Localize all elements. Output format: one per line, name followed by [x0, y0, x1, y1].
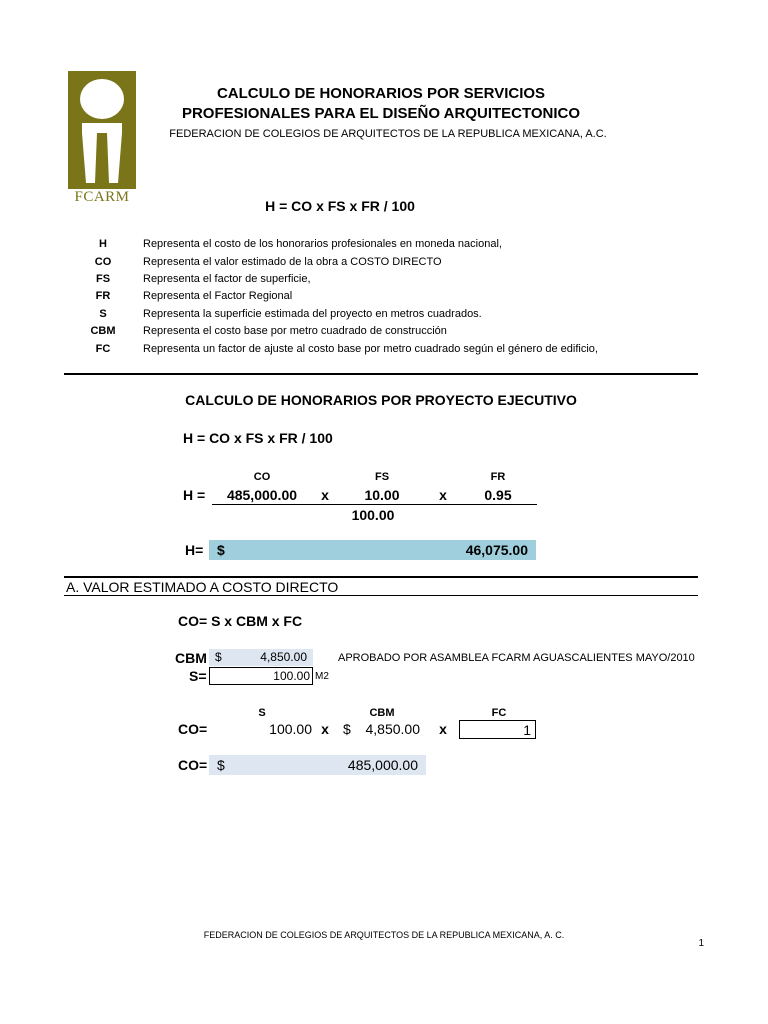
col-fr-label: FR	[490, 471, 506, 483]
co-calc-s: 100.00	[269, 721, 312, 737]
co-result-cell	[209, 755, 426, 775]
col-fs-label: FS	[374, 471, 390, 483]
co-result-label: CO=	[178, 757, 208, 773]
co-multiply-2: x	[439, 721, 447, 737]
h-result-value: 46,075.00	[465, 542, 528, 558]
multiply-sign-2: x	[439, 487, 447, 503]
def-desc-fc: Representa un factor de ajuste al costo base por metro cuadrado según el género de edificio,	[143, 343, 598, 355]
section-a-heading: A. VALOR ESTIMADO A COSTO DIRECTO	[66, 579, 339, 595]
co-result-currency: $	[217, 757, 225, 773]
footer-org: FEDERACION DE COLEGIOS DE ARQUITECTOS DE LA REPUBLICA MEXICANA, A. C.	[203, 930, 565, 940]
divisor-value: 100.00	[351, 507, 395, 523]
def-key-fr: FR	[95, 290, 111, 302]
divider-section-a-bottom	[64, 595, 698, 596]
h-result-label: H=	[185, 542, 204, 558]
s-unit: M2	[315, 671, 329, 682]
approval-note: APROBADO POR ASAMBLEA FCARM AGUASCALIENTES MAYO/2010	[338, 652, 695, 664]
cbm-currency: $	[215, 650, 222, 664]
proyecto-formula: H = CO x FS x FR / 100	[183, 430, 333, 446]
col-fc-label: FC	[491, 707, 507, 719]
fcarm-logo	[68, 71, 136, 206]
title-line-1: CALCULO DE HONORARIOS POR SERVICIOS	[216, 85, 546, 102]
cbm-cell	[209, 649, 313, 666]
multiply-sign-1: x	[321, 487, 329, 503]
def-desc-s: Representa la superficie estimada del proyecto en metros cuadrados.	[143, 308, 482, 320]
fc-input[interactable]	[459, 720, 536, 739]
divider-section-a-top	[64, 576, 698, 578]
co-calc-cbm: 4,850.00	[365, 721, 420, 737]
def-key-h: H	[99, 238, 107, 250]
def-desc-cbm: Representa el costo base por metro cuadrado de construcción	[143, 325, 447, 337]
col-cbm-label: CBM	[369, 707, 395, 719]
co-calc-cbm-currency: $	[343, 721, 351, 737]
co-calc-label: CO=	[178, 721, 208, 737]
cbm-label: CBM	[175, 650, 207, 666]
fc-input-value: 1	[523, 722, 531, 738]
col-s-label: S	[258, 707, 266, 719]
section-proyecto-title: CALCULO DE HONORARIOS POR PROYECTO EJECUTIVO	[185, 392, 577, 408]
def-key-fs: FS	[95, 273, 111, 285]
col-co-label: CO	[253, 471, 271, 483]
main-formula: H = CO x FS x FR / 100	[265, 198, 415, 214]
def-key-co: CO	[94, 256, 112, 268]
co-multiply-1: x	[321, 721, 329, 737]
def-desc-fs: Representa el factor de superficie,	[143, 273, 311, 285]
s-label: S=	[189, 668, 207, 684]
fr-value: 0.95	[484, 487, 512, 503]
def-desc-h: Representa el costo de los honorarios profesionales en moneda nacional,	[143, 238, 502, 250]
logo-emblem	[68, 71, 136, 206]
h-label: H =	[183, 487, 206, 503]
s-input[interactable]	[209, 667, 313, 685]
h-result-currency: $	[217, 542, 225, 558]
fs-value: 10.00	[364, 487, 400, 503]
co-result-value: 485,000.00	[347, 757, 418, 773]
cbm-value: 4,850.00	[260, 650, 307, 664]
h-result-cell	[209, 540, 536, 560]
page-number: 1	[698, 938, 704, 949]
def-key-fc: FC	[95, 343, 111, 355]
def-key-cbm: CBM	[90, 325, 116, 337]
s-input-value: 100.00	[273, 669, 310, 683]
section-a-formula: CO= S x CBM x FC	[178, 613, 303, 629]
co-value: 485,000.00	[226, 487, 298, 503]
divider-top	[64, 373, 698, 375]
header-org: FEDERACION DE COLEGIOS DE ARQUITECTOS DE LA REPUBLICA MEXICANA, A.C.	[169, 128, 607, 140]
def-desc-fr: Representa el Factor Regional	[143, 290, 293, 302]
title-line-2: PROFESIONALES PARA EL DISEÑO ARQUITECTONICO	[181, 105, 581, 122]
def-desc-co: Representa el valor estimado de la obra a COSTO DIRECTO	[143, 256, 442, 268]
fraction-bar	[212, 504, 537, 505]
def-key-s: S	[99, 308, 107, 320]
logo-text: FCARM	[74, 189, 130, 205]
